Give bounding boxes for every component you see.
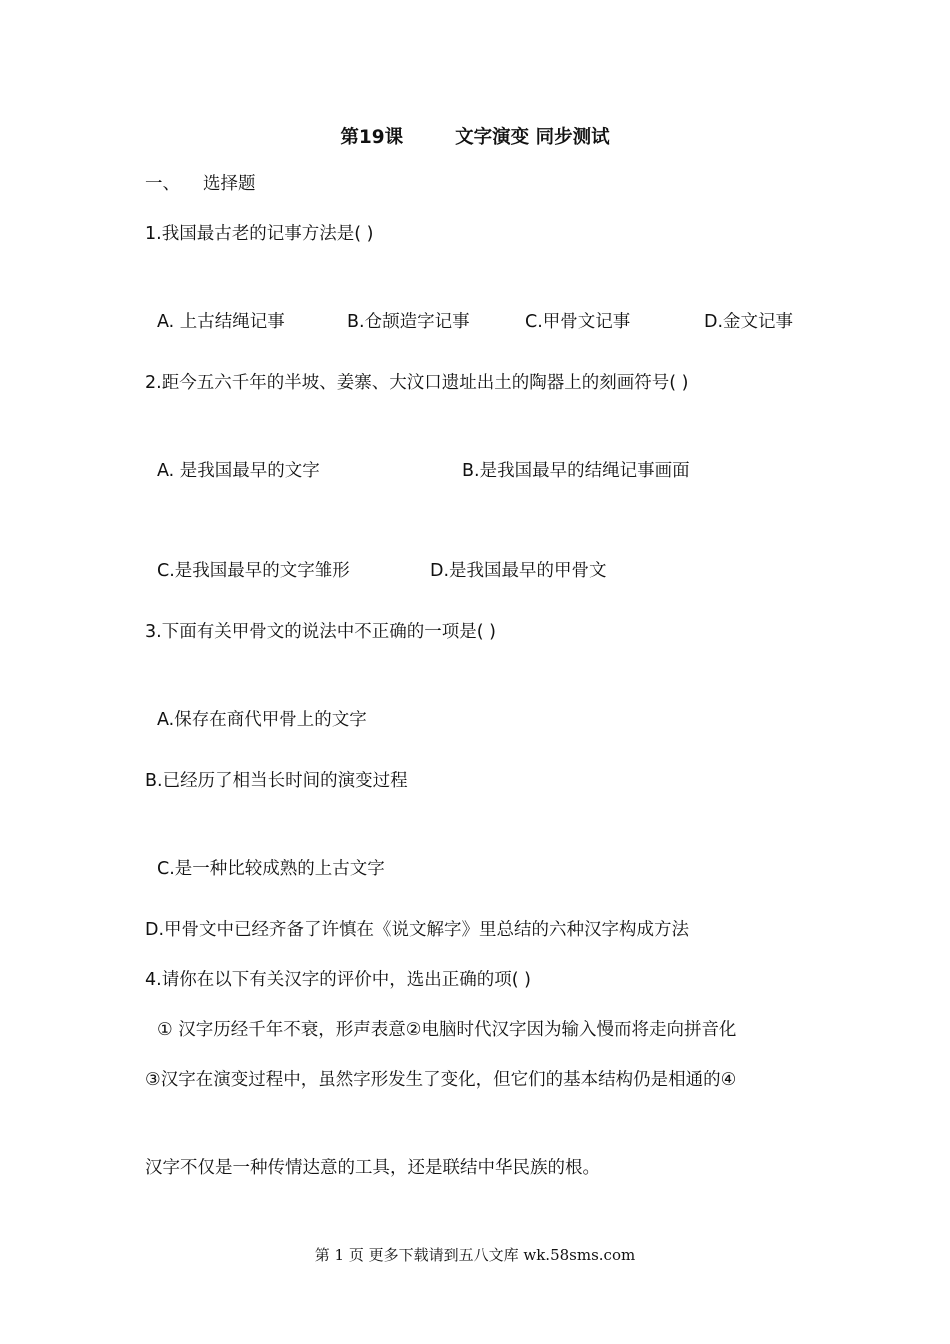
question-1-option-c: C.甲骨文记事 xyxy=(525,312,631,332)
question-3-stem: 3.下面有关甲骨文的说法中不正确的一项是( ) xyxy=(145,622,496,642)
question-1-option-a: A. 上古结绳记事 xyxy=(157,312,285,332)
question-1-stem: 1.我国最古老的记事方法是( ) xyxy=(145,224,374,244)
question-1-option-b: B.仓颉造字记事 xyxy=(347,312,470,332)
question-4-line-2: ③汉字在演变过程中，虽然字形发生了变化，但它们的基本结构仍是相通的④ xyxy=(145,1070,737,1090)
question-2-option-d: D.是我国最早的甲骨文 xyxy=(430,561,607,581)
question-2-stem: 2.距今五六千年的半坡、姜寨、大汶口遗址出土的陶器上的刻画符号( ) xyxy=(145,373,689,393)
question-3-option-d: D.甲骨文中已经齐备了许慎在《说文解字》里总结的六种汉字构成方法 xyxy=(145,920,690,940)
page-title xyxy=(0,125,950,151)
question-4-stem: 4.请你在以下有关汉字的评价中，选出正确的项( ) xyxy=(145,970,531,990)
section-number: 一、 xyxy=(145,174,180,194)
page-footer: 第 1 页 更多下载请到五八文库 wk.58sms.com xyxy=(314,1246,636,1264)
question-3-option-b: B.已经历了相当长时间的演变过程 xyxy=(145,771,408,791)
question-4-line-3: 汉字不仅是一种传情达意的工具，还是联结中华民族的根。 xyxy=(145,1158,600,1178)
question-2-option-c: C.是我国最早的文字雏形 xyxy=(157,561,350,581)
section-label: 选择题 xyxy=(203,174,256,194)
question-2-option-b: B.是我国最早的结绳记事画面 xyxy=(462,461,690,481)
question-3-option-a: A.保存在商代甲骨上的文字 xyxy=(157,710,367,730)
question-4-line-1: ① 汉字历经千年不衰，形声表意②电脑时代汉字因为输入慢而将走向拼音化 xyxy=(157,1020,737,1040)
question-3-option-c: C.是一种比较成熟的上古文字 xyxy=(157,859,385,879)
title-lesson: 第19课 xyxy=(340,127,404,148)
section-heading xyxy=(145,172,256,196)
question-1-option-d: D.金文记事 xyxy=(704,312,794,332)
title-topic: 文字演变 同步测试 xyxy=(455,127,610,148)
question-2-option-a: A. 是我国最早的文字 xyxy=(157,461,320,481)
